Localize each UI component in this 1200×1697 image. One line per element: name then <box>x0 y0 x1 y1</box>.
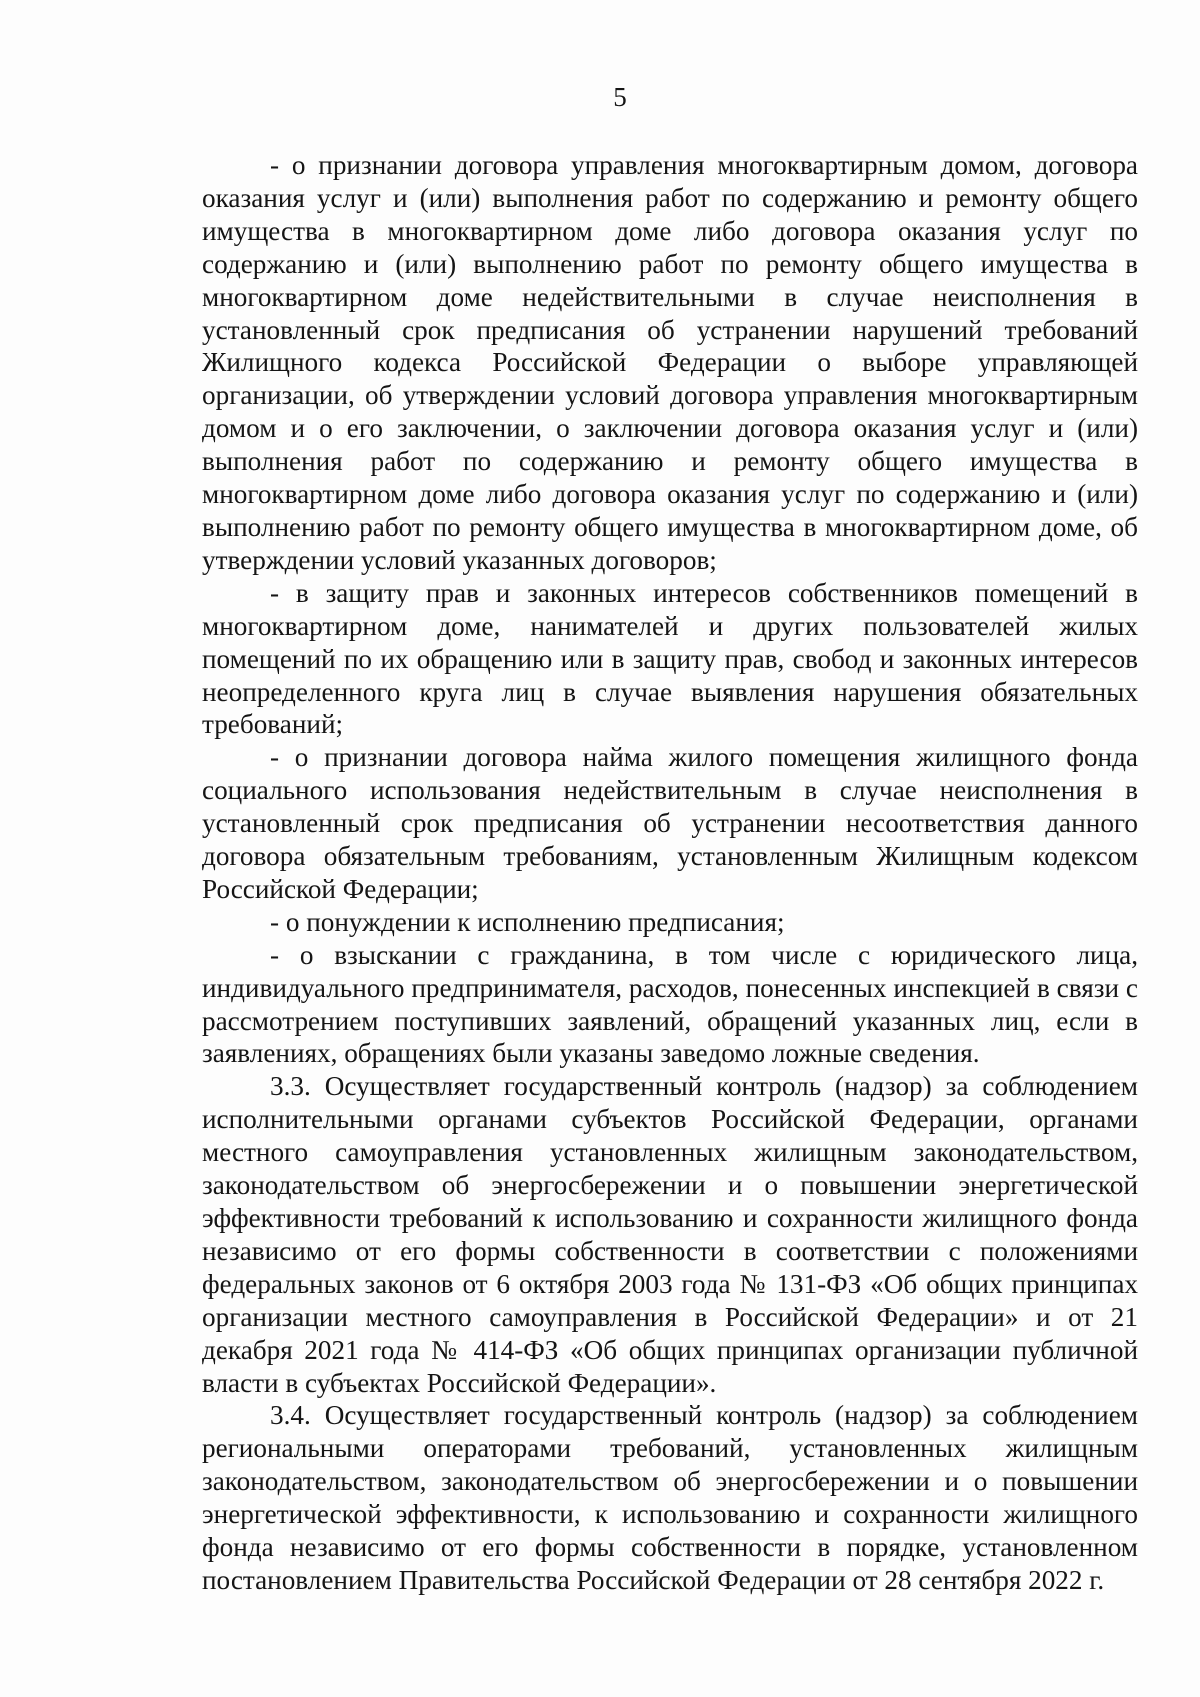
paragraph-invalidation-rental-contract: - о признании договора найма жилого помещения жилищного фонда социального использования недействительным в случае неисполнения в установленный срок предписания об устранении несоответствия данного договора обязательным требованиям, установленным Жилищным кодексом Российской Федерации; <box>202 742 1138 904</box>
paragraph-enforcement-of-order: - о понуждении к исполнению предписания; <box>270 906 785 937</box>
paragraph-recovery-of-costs: - о взыскании с гражданина, в том числе с юридического лица, индивидуального предпринимателя, расходов, понесенных инспекцией в связи с рассмотрением поступивших заявлений, обращений указанных лиц, если в заявлениях, обращениях были указаны заведомо ложные сведения. <box>202 939 1138 1069</box>
document-body <box>202 149 1138 1597</box>
paragraph-section-3-4: 3.4. Осуществляет государственный контроль (надзор) за соблюдением региональными операторами требований, установленных жилищным законодательством, законодательством об энергосбережении и о повышении энергетической эффективности, к использованию и сохранности жилищного фонда независимо от его формы собственности в порядке, установленном постановлением Правительства Российской Федерации от 28 сентября 2022 г. <box>202 1400 1138 1595</box>
paragraph-section-3-3: 3.3. Осуществляет государственный контроль (надзор) за соблюдением исполнительными органами субъектов Российской Федерации, органами местного самоуправления установленных жилищным законодательством, законодательством об энергосбережении и о повышении энергетической эффективности требований к использованию и сохранности жилищного фонда независимо от его формы собственности в соответствии с положениями федеральных законов от 6 октября 2003 года № 131-ФЗ «Об общих принципах организации местного самоуправления в Российской Федерации» и от 21 декабря 2021 года № 414-ФЗ «Об общих принципах организации публичной власти в субъектах Российской Федерации». <box>202 1071 1138 1398</box>
paragraph-protection-of-rights: - в защиту прав и законных интересов собственников помещений в многоквартирном доме, нанимателей и других пользователей жилых помещений по их обращению или в защиту прав, свобод и законных интересов неопределенного круга лиц в случае выявления нарушения обязательных требований; <box>202 577 1138 740</box>
page-number: 5 <box>613 82 627 112</box>
paragraph-invalidation-management-contract: - о признании договора управления многоквартирным домом, договора оказания услуг и (или) выполнения работ по содержанию и ремонту общего имущества в многоквартирном доме либо договора оказания услуг по содержанию и (или) выполнению работ по ремонту общего имущества в многоквартирном доме недействительными в случае неисполнения в установленный срок предписания об устранении нарушений требований Жилищного кодекса Российской Федерации о выборе управляющей организации, об утверждении условий договора управления многоквартирным домом и о его заключении, о заключении договора оказания услуг и (или) выполнения работ по содержанию и ремонту общего имущества в многоквартирном доме либо договора оказания услуг по содержанию и (или) выполнению работ по ремонту общего имущества в многоквартирном доме, об утверждении условий указанных договоров; <box>202 150 1138 575</box>
